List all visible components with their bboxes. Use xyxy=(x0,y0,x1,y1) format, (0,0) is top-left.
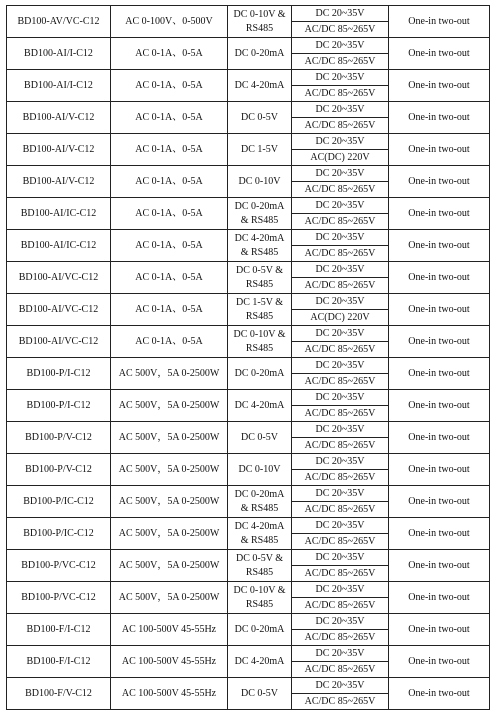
model-cell: BD100-AI/VC-C12 xyxy=(7,262,111,294)
type-cell: One-in two-out xyxy=(389,582,490,614)
power-supply-dc-cell: DC 20~35V xyxy=(292,550,389,566)
type-cell: One-in two-out xyxy=(389,294,490,326)
table-row xyxy=(7,486,490,502)
output-cell: DC 0-10V & RS485 xyxy=(228,6,292,38)
power-supply-ac-cell: AC/DC 85~265V xyxy=(292,86,389,102)
input-cell: AC 500V，5A 0-2500W xyxy=(111,518,228,550)
power-supply-dc-cell: DC 20~35V xyxy=(292,230,389,246)
table-row xyxy=(7,134,490,150)
output-cell: DC 1-5V & RS485 xyxy=(228,294,292,326)
table-row xyxy=(7,646,490,662)
table-row xyxy=(7,678,490,694)
power-supply-dc-cell: DC 20~35V xyxy=(292,262,389,278)
model-cell: BD100-AI/I-C12 xyxy=(7,70,111,102)
type-cell: One-in two-out xyxy=(389,422,490,454)
output-cell: DC 0-5V xyxy=(228,422,292,454)
table-row xyxy=(7,166,490,182)
spec-table-body xyxy=(7,6,490,710)
output-cell: DC 0-10V xyxy=(228,166,292,198)
type-cell: One-in two-out xyxy=(389,102,490,134)
output-cell: DC 4-20mA xyxy=(228,70,292,102)
model-cell: BD100-P/I-C12 xyxy=(7,390,111,422)
power-supply-dc-cell: DC 20~35V xyxy=(292,70,389,86)
input-cell: AC 0-1A、0-5A xyxy=(111,326,228,358)
input-cell: AC 500V，5A 0-2500W xyxy=(111,358,228,390)
table-row xyxy=(7,518,490,534)
model-cell: BD100-P/IC-C12 xyxy=(7,518,111,550)
power-supply-ac-cell: AC/DC 85~265V xyxy=(292,278,389,294)
type-cell: One-in two-out xyxy=(389,198,490,230)
power-supply-ac-cell: AC/DC 85~265V xyxy=(292,438,389,454)
output-cell: DC 0-5V xyxy=(228,678,292,710)
power-supply-ac-cell: AC/DC 85~265V xyxy=(292,662,389,678)
output-cell: DC 0-5V & RS485 xyxy=(228,550,292,582)
power-supply-ac-cell: AC/DC 85~265V xyxy=(292,566,389,582)
input-cell: AC 0-1A、0-5A xyxy=(111,230,228,262)
table-row xyxy=(7,454,490,470)
type-cell: One-in two-out xyxy=(389,518,490,550)
power-supply-dc-cell: DC 20~35V xyxy=(292,358,389,374)
power-supply-dc-cell: DC 20~35V xyxy=(292,582,389,598)
input-cell: AC 0-1A、0-5A xyxy=(111,102,228,134)
table-row xyxy=(7,70,490,86)
model-cell: BD100-AV/VC-C12 xyxy=(7,6,111,38)
power-supply-dc-cell: DC 20~35V xyxy=(292,518,389,534)
power-supply-dc-cell: DC 20~35V xyxy=(292,326,389,342)
power-supply-ac-cell: AC/DC 85~265V xyxy=(292,22,389,38)
spec-table xyxy=(6,5,490,710)
model-cell: BD100-AI/IC-C12 xyxy=(7,230,111,262)
model-cell: BD100-F/I-C12 xyxy=(7,646,111,678)
power-supply-dc-cell: DC 20~35V xyxy=(292,422,389,438)
table-row xyxy=(7,358,490,374)
type-cell: One-in two-out xyxy=(389,646,490,678)
power-supply-ac-cell: AC(DC) 220V xyxy=(292,310,389,326)
power-supply-dc-cell: DC 20~35V xyxy=(292,102,389,118)
input-cell: AC 0-1A、0-5A xyxy=(111,198,228,230)
output-cell: DC 0-5V & RS485 xyxy=(228,262,292,294)
power-supply-ac-cell: AC/DC 85~265V xyxy=(292,470,389,486)
power-supply-dc-cell: DC 20~35V xyxy=(292,294,389,310)
power-supply-ac-cell: AC(DC) 220V xyxy=(292,150,389,166)
input-cell: AC 0-100V、0-500V xyxy=(111,6,228,38)
type-cell: One-in two-out xyxy=(389,230,490,262)
type-cell: One-in two-out xyxy=(389,262,490,294)
table-row xyxy=(7,102,490,118)
output-cell: DC 4-20mA & RS485 xyxy=(228,518,292,550)
power-supply-ac-cell: AC/DC 85~265V xyxy=(292,118,389,134)
power-supply-dc-cell: DC 20~35V xyxy=(292,134,389,150)
model-cell: BD100-P/VC-C12 xyxy=(7,550,111,582)
table-row xyxy=(7,582,490,598)
power-supply-dc-cell: DC 20~35V xyxy=(292,390,389,406)
input-cell: AC 500V，5A 0-2500W xyxy=(111,390,228,422)
input-cell: AC 0-1A、0-5A xyxy=(111,262,228,294)
power-supply-ac-cell: AC/DC 85~265V xyxy=(292,246,389,262)
table-row xyxy=(7,262,490,278)
output-cell: DC 0-5V xyxy=(228,102,292,134)
output-cell: DC 0-10V xyxy=(228,454,292,486)
input-cell: AC 100-500V 45-55Hz xyxy=(111,646,228,678)
table-row xyxy=(7,550,490,566)
table-row xyxy=(7,390,490,406)
power-supply-dc-cell: DC 20~35V xyxy=(292,614,389,630)
input-cell: AC 0-1A、0-5A xyxy=(111,294,228,326)
model-cell: BD100-F/I-C12 xyxy=(7,614,111,646)
power-supply-dc-cell: DC 20~35V xyxy=(292,166,389,182)
power-supply-dc-cell: DC 20~35V xyxy=(292,646,389,662)
table-row xyxy=(7,422,490,438)
model-cell: BD100-AI/V-C12 xyxy=(7,166,111,198)
table-row xyxy=(7,38,490,54)
output-cell: DC 0-20mA xyxy=(228,38,292,70)
model-cell: BD100-F/V-C12 xyxy=(7,678,111,710)
type-cell: One-in two-out xyxy=(389,614,490,646)
type-cell: One-in two-out xyxy=(389,6,490,38)
input-cell: AC 0-1A、0-5A xyxy=(111,134,228,166)
input-cell: AC 500V，5A 0-2500W xyxy=(111,550,228,582)
input-cell: AC 500V，5A 0-2500W xyxy=(111,582,228,614)
type-cell: One-in two-out xyxy=(389,326,490,358)
table-row xyxy=(7,614,490,630)
type-cell: One-in two-out xyxy=(389,486,490,518)
input-cell: AC 500V，5A 0-2500W xyxy=(111,422,228,454)
power-supply-dc-cell: DC 20~35V xyxy=(292,454,389,470)
power-supply-ac-cell: AC/DC 85~265V xyxy=(292,694,389,710)
table-row xyxy=(7,230,490,246)
power-supply-dc-cell: DC 20~35V xyxy=(292,678,389,694)
power-supply-ac-cell: AC/DC 85~265V xyxy=(292,374,389,390)
power-supply-ac-cell: AC/DC 85~265V xyxy=(292,406,389,422)
model-cell: BD100-P/VC-C12 xyxy=(7,582,111,614)
input-cell: AC 0-1A、0-5A xyxy=(111,70,228,102)
output-cell: DC 4-20mA xyxy=(228,646,292,678)
type-cell: One-in two-out xyxy=(389,454,490,486)
power-supply-dc-cell: DC 20~35V xyxy=(292,486,389,502)
output-cell: DC 0-10V & RS485 xyxy=(228,326,292,358)
table-row xyxy=(7,198,490,214)
input-cell: AC 500V，5A 0-2500W xyxy=(111,454,228,486)
output-cell: DC 4-20mA & RS485 xyxy=(228,230,292,262)
type-cell: One-in two-out xyxy=(389,70,490,102)
power-supply-ac-cell: AC/DC 85~265V xyxy=(292,534,389,550)
table-row xyxy=(7,294,490,310)
type-cell: One-in two-out xyxy=(389,358,490,390)
model-cell: BD100-AI/VC-C12 xyxy=(7,326,111,358)
model-cell: BD100-P/IC-C12 xyxy=(7,486,111,518)
input-cell: AC 500V，5A 0-2500W xyxy=(111,486,228,518)
model-cell: BD100-P/I-C12 xyxy=(7,358,111,390)
model-cell: BD100-P/V-C12 xyxy=(7,454,111,486)
output-cell: DC 0-20mA xyxy=(228,614,292,646)
table-row xyxy=(7,326,490,342)
output-cell: DC 0-10V & RS485 xyxy=(228,582,292,614)
output-cell: DC 0-20mA xyxy=(228,358,292,390)
model-cell: BD100-AI/I-C12 xyxy=(7,38,111,70)
power-supply-ac-cell: AC/DC 85~265V xyxy=(292,598,389,614)
type-cell: One-in two-out xyxy=(389,678,490,710)
model-cell: BD100-AI/VC-C12 xyxy=(7,294,111,326)
type-cell: One-in two-out xyxy=(389,38,490,70)
output-cell: DC 4-20mA xyxy=(228,390,292,422)
output-cell: DC 0-20mA & RS485 xyxy=(228,486,292,518)
power-supply-ac-cell: AC/DC 85~265V xyxy=(292,502,389,518)
power-supply-ac-cell: AC/DC 85~265V xyxy=(292,342,389,358)
type-cell: One-in two-out xyxy=(389,550,490,582)
power-supply-dc-cell: DC 20~35V xyxy=(292,198,389,214)
model-cell: BD100-AI/V-C12 xyxy=(7,134,111,166)
output-cell: DC 0-20mA & RS485 xyxy=(228,198,292,230)
table-row xyxy=(7,6,490,22)
power-supply-dc-cell: DC 20~35V xyxy=(292,38,389,54)
type-cell: One-in two-out xyxy=(389,134,490,166)
output-cell: DC 1-5V xyxy=(228,134,292,166)
model-cell: BD100-AI/V-C12 xyxy=(7,102,111,134)
power-supply-ac-cell: AC/DC 85~265V xyxy=(292,54,389,70)
power-supply-ac-cell: AC/DC 85~265V xyxy=(292,214,389,230)
type-cell: One-in two-out xyxy=(389,390,490,422)
input-cell: AC 0-1A、0-5A xyxy=(111,166,228,198)
input-cell: AC 0-1A、0-5A xyxy=(111,38,228,70)
power-supply-ac-cell: AC/DC 85~265V xyxy=(292,182,389,198)
power-supply-ac-cell: AC/DC 85~265V xyxy=(292,630,389,646)
model-cell: BD100-AI/IC-C12 xyxy=(7,198,111,230)
model-cell: BD100-P/V-C12 xyxy=(7,422,111,454)
power-supply-dc-cell: DC 20~35V xyxy=(292,6,389,22)
type-cell: One-in two-out xyxy=(389,166,490,198)
input-cell: AC 100-500V 45-55Hz xyxy=(111,678,228,710)
spec-table-container xyxy=(6,5,489,710)
input-cell: AC 100-500V 45-55Hz xyxy=(111,614,228,646)
